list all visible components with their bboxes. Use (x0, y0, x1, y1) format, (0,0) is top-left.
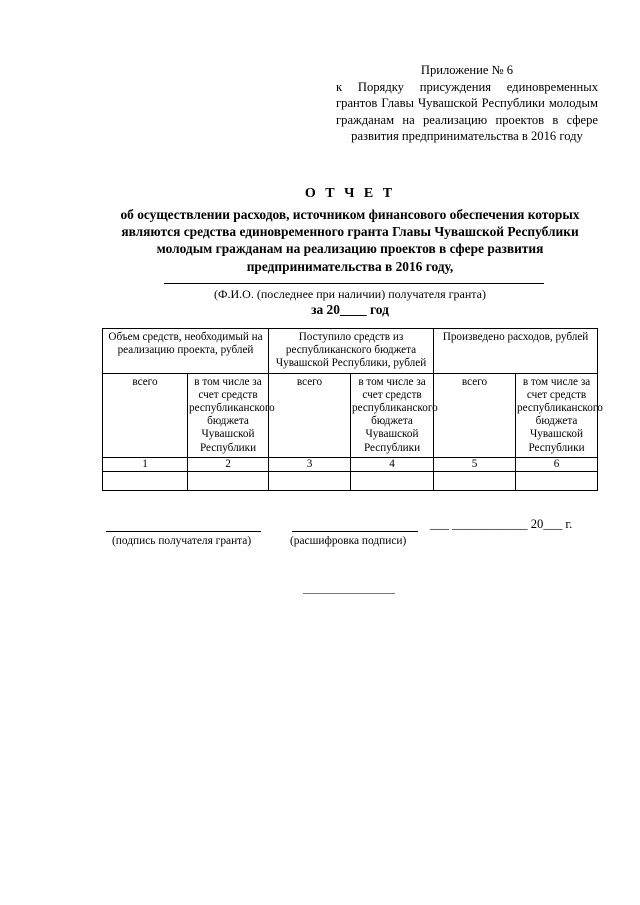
fio-caption: (Ф.И.О. (последнее при наличии) получателя гранта) (214, 287, 486, 301)
header-expenses: Произведено расходов, рублей (434, 329, 598, 374)
subheader-including: в том числе за счет средств республиканского бюджета Чувашской Республики (351, 373, 434, 457)
report-subtitle: об осуществлении расходов, источником финансового обеспечения которых являются средства единовременного гранта Главы Чувашской Республики молодым гражданам на реализацию проектов в сфере развития предпринимательства в 2016 году, (120, 207, 580, 274)
subheader-total: всего (434, 373, 516, 457)
appendix-text: к Порядку присуждения единовременных грантов Главы Чувашской Республики молодым гражданам на реализацию проектов в сфере развития предпринимательства в 2016 году (336, 79, 598, 144)
subheader-total: всего (269, 373, 351, 457)
appendix-number: Приложение № 6 (420, 63, 514, 77)
column-number: 4 (351, 457, 434, 471)
appendix-block (336, 62, 598, 145)
table-cell (351, 472, 434, 491)
table-header-row (103, 329, 598, 374)
column-number: 2 (188, 457, 269, 471)
column-number: 6 (516, 457, 598, 471)
header-required-funds: Объем средств, необходимый на реализацию проекта, рублей (103, 329, 269, 374)
table-cell (516, 472, 598, 491)
column-numbers-row (103, 457, 598, 471)
fio-line (164, 283, 544, 284)
report-year-line: за 20____ год (311, 302, 389, 317)
table-cell (103, 472, 188, 491)
table-subheader-row (103, 373, 598, 457)
signature-date: ___ ____________ 20___ г. (430, 517, 573, 531)
header-received-funds: Поступило средств из республиканского бюджета Чувашской Республики, рублей (269, 329, 434, 374)
table-cell (434, 472, 516, 491)
report-heading: О Т Ч Е Т (304, 186, 396, 201)
column-number: 5 (434, 457, 516, 471)
subheader-total: всего (103, 373, 188, 457)
document-end-line (303, 593, 395, 594)
column-number: 1 (103, 457, 188, 471)
signature-decoding-caption: (расшифровка подписи) (290, 535, 407, 547)
column-number: 3 (269, 457, 351, 471)
subheader-including: в том числе за счет средств республиканского бюджета Чувашской Республики (188, 373, 269, 457)
table-cell (188, 472, 269, 491)
table-row (103, 472, 598, 491)
recipient-signature-line (106, 531, 261, 532)
signature-decoding-line (292, 531, 418, 532)
report-table (102, 328, 603, 491)
subheader-including: в том числе за счет средств республиканского бюджета Чувашской Республики (516, 373, 598, 457)
table-cell (269, 472, 351, 491)
recipient-signature-caption: (подпись получателя гранта) (112, 535, 252, 547)
